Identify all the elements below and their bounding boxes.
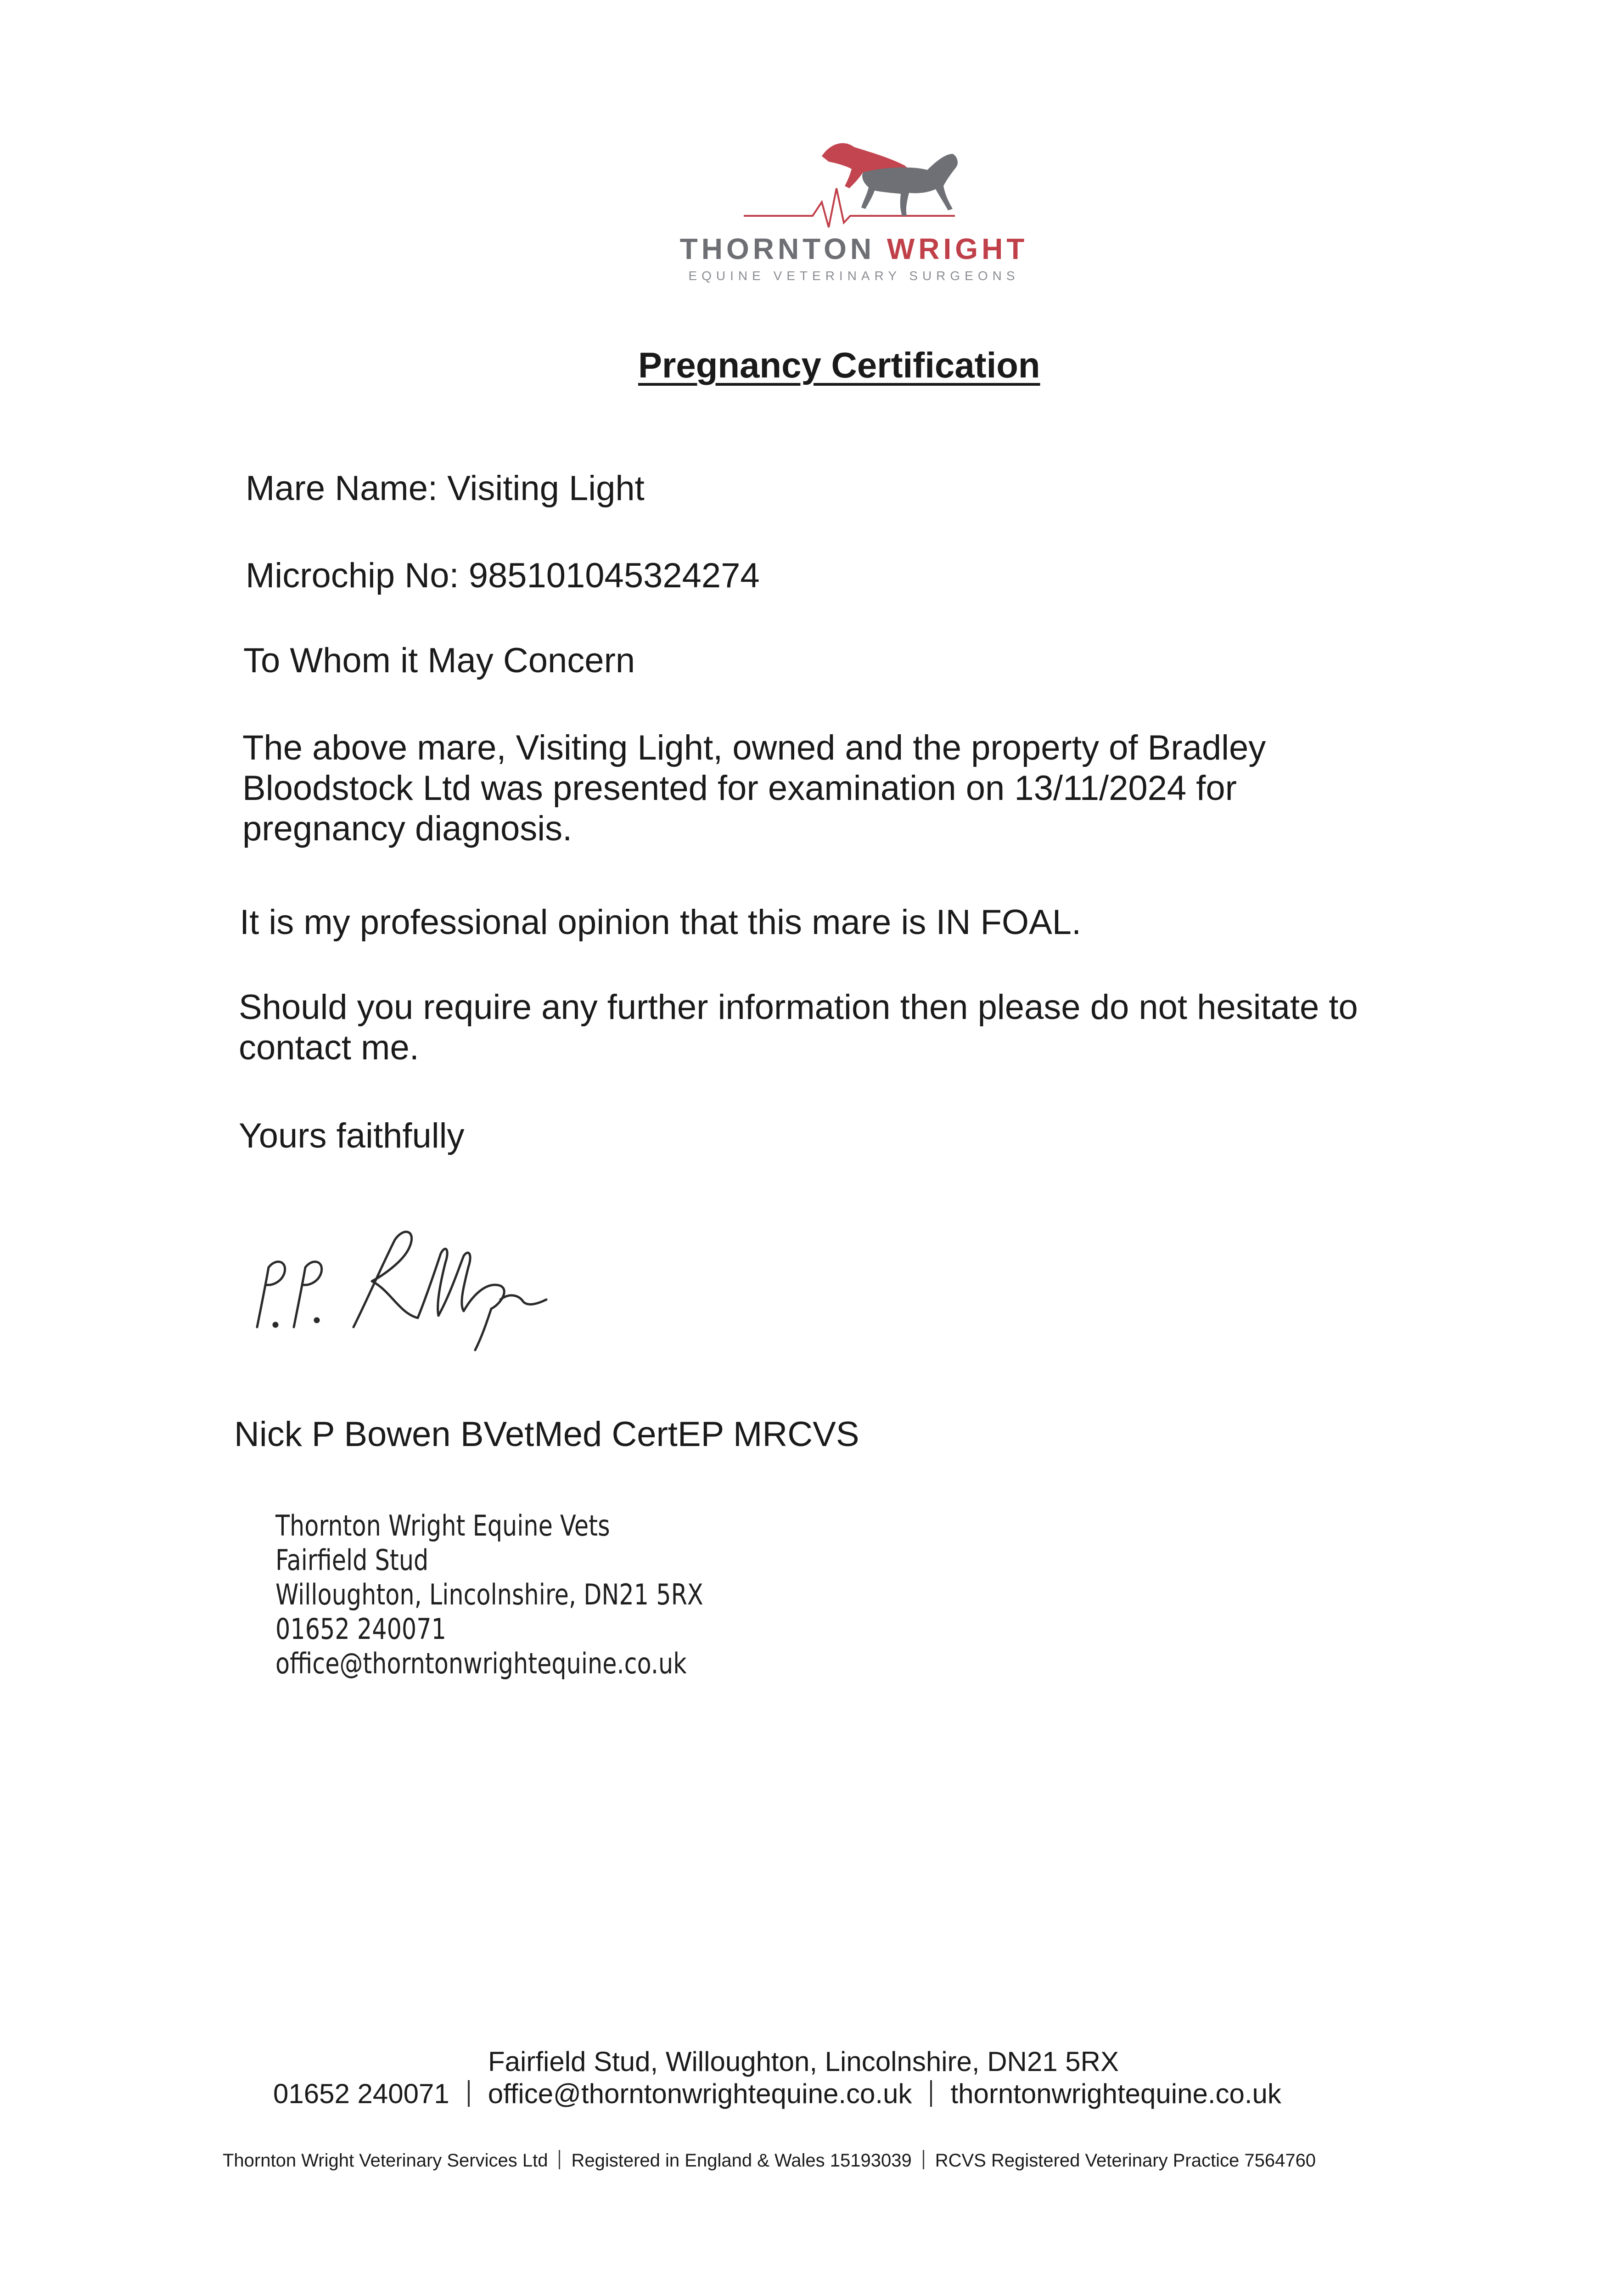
divider: [923, 2150, 924, 2169]
footer-legal: [223, 2150, 1316, 2171]
horse-logo-icon: [670, 129, 1038, 234]
divider: [468, 2080, 470, 2107]
divider: [930, 2080, 932, 2107]
address-line: office@thorntonwrightequine.co.uk: [275, 1647, 687, 1680]
paragraph-3-line: contact me.: [239, 1028, 419, 1067]
paragraph-1: [242, 728, 1266, 849]
logo: [670, 129, 1038, 303]
paragraph-2: It is my professional opinion that this mare is IN FOAL.: [240, 903, 1082, 942]
brand-name-part1: THORNTON: [679, 232, 876, 265]
paragraph-3-line: Should you require any further information then please do not hesitate to: [239, 988, 1358, 1027]
divider: [559, 2150, 560, 2169]
address-line: 01652 240071: [275, 1612, 446, 1646]
company-name: Thornton Wright Veterinary Services Ltd: [223, 2150, 548, 2171]
paragraph-1-line: The above mare, Visiting Light, owned and the property of Bradley: [242, 728, 1266, 767]
address-line: Willoughton, Lincolnshire, DN21 5RX: [275, 1578, 703, 1611]
brand-subtitle: EQUINE VETERINARY SURGEONS: [688, 269, 1020, 283]
signature: [243, 1212, 574, 1359]
footer-website[interactable]: thorntonwrightequine.co.uk: [950, 2078, 1281, 2109]
brand-name: [670, 232, 1038, 266]
mare-name: Mare Name: Visiting Light: [246, 469, 645, 508]
salutation: To Whom it May Concern: [243, 641, 635, 680]
footer-contact: [273, 2078, 1281, 2110]
paragraph-3: [239, 987, 1358, 1068]
address-block: [275, 1508, 797, 1681]
footer-address: Fairfield Stud, Willoughton, Lincolnshire, DN21 5RX: [488, 2046, 1119, 2077]
microchip-number: Microchip No: 985101045324274: [246, 556, 760, 595]
signature-icon: [243, 1212, 574, 1359]
address-line: Fairfield Stud: [275, 1543, 429, 1577]
paragraph-1-line: pregnancy diagnosis.: [242, 809, 572, 848]
rcvs-number: RCVS Registered Veterinary Practice 7564760: [935, 2150, 1316, 2171]
signatory-name: Nick P Bowen BVetMed CertEP MRCVS: [234, 1415, 859, 1454]
footer-phone: 01652 240071: [273, 2078, 449, 2109]
closing: Yours faithfully: [239, 1116, 465, 1155]
registration-number: Registered in England & Wales 15193039: [571, 2150, 912, 2171]
footer-email[interactable]: office@thorntonwrightequine.co.uk: [488, 2078, 912, 2109]
page-title: Pregnancy Certification: [638, 345, 1040, 385]
brand-name-part2: WRIGHT: [887, 232, 1028, 265]
address-line: Thornton Wright Equine Vets: [275, 1509, 610, 1542]
paragraph-1-line: Bloodstock Ltd was presented for examination on 13/11/2024 for: [242, 769, 1237, 808]
